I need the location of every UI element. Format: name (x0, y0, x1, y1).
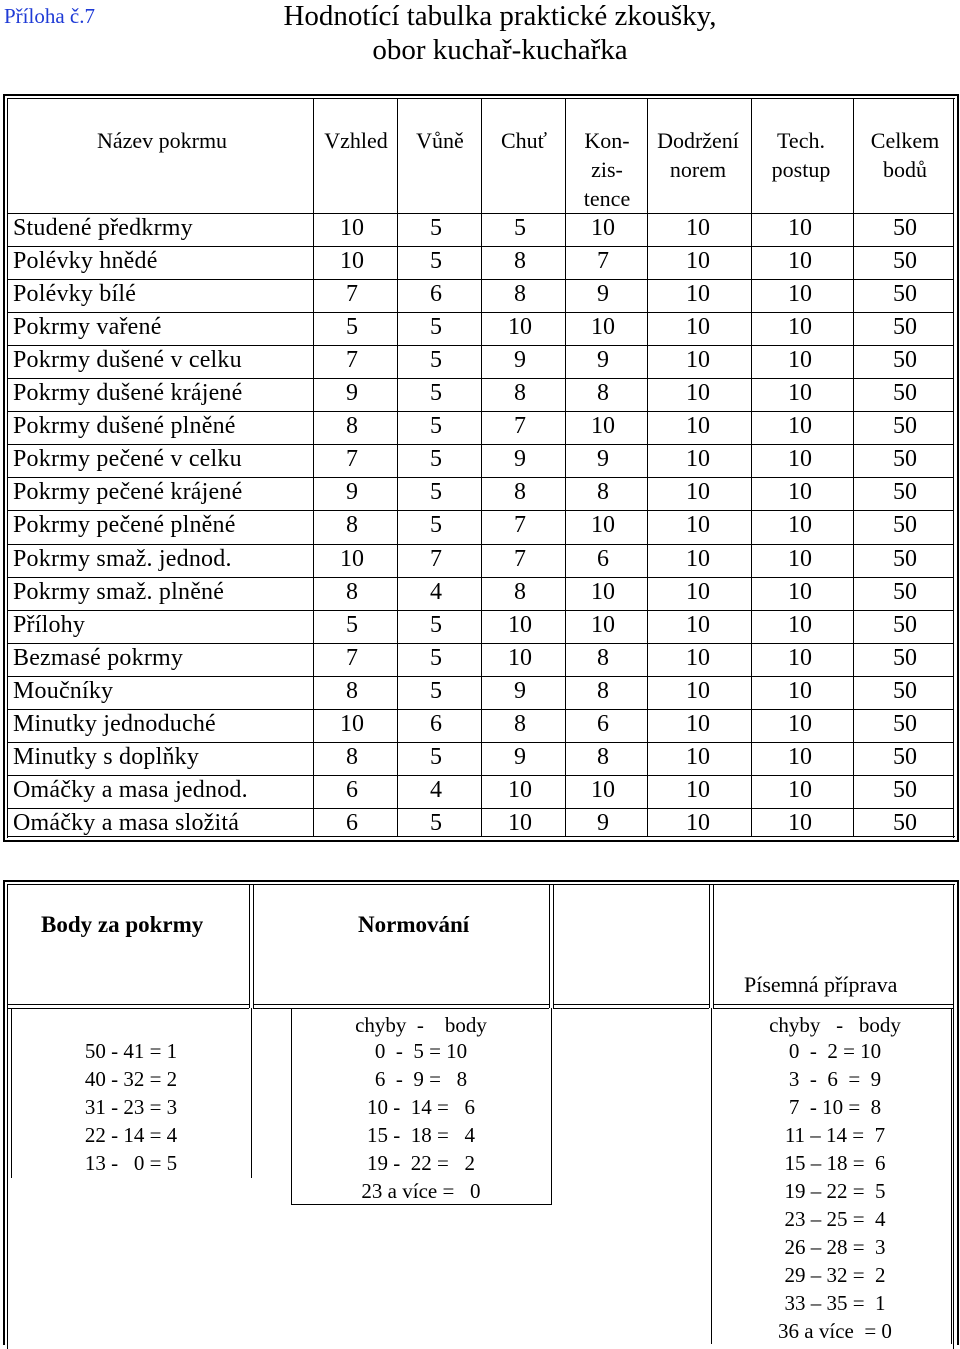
row-value: 10 (686, 545, 710, 572)
row-value: 10 (686, 281, 710, 308)
row-value: 10 (788, 809, 812, 836)
row-value: 10 (591, 512, 615, 539)
row-value: 5 (346, 314, 358, 341)
pisemna-score-line: 15 – 18 = 6 (784, 1151, 886, 1175)
row-divider (7, 775, 953, 776)
column-divider (853, 98, 854, 836)
row-name: Studené předkrmy (13, 215, 193, 241)
box-bottom (553, 1008, 709, 1009)
row-value: 7 (597, 248, 609, 275)
norm-score-line: 15 - 18 = 4 (366, 1123, 476, 1147)
row-divider (7, 312, 953, 313)
row-name: Minutky jednoduché (13, 710, 216, 737)
norm-header: Normování (358, 912, 470, 937)
row-value: 7 (346, 644, 358, 671)
row-value: 8 (514, 248, 526, 275)
row-value: 50 (893, 512, 917, 539)
row-value: 9 (514, 347, 526, 374)
row-value: 10 (686, 776, 710, 803)
table-border-right-inner (953, 98, 954, 838)
box-bottom (253, 1004, 549, 1005)
row-value: 10 (686, 314, 710, 341)
header-celkem (855, 126, 955, 184)
row-divider (7, 510, 953, 511)
row-value: 50 (893, 710, 917, 737)
row-value: 10 (508, 644, 532, 671)
list-frame (711, 1008, 712, 1344)
row-name: Moučníky (13, 677, 114, 704)
row-value: 10 (686, 710, 710, 737)
row-value: 10 (686, 479, 710, 506)
row-divider (7, 444, 953, 445)
header-name: Název pokrmu (96, 128, 228, 153)
row-value: 8 (514, 380, 526, 407)
row-value: 9 (514, 743, 526, 770)
box-divider (253, 884, 254, 1008)
row-value: 5 (430, 677, 442, 704)
row-value: 5 (430, 215, 442, 241)
row-value: 8 (597, 479, 609, 506)
evaluation-table (3, 94, 959, 842)
norm-subheader: chyby - body (355, 1013, 487, 1037)
row-value: 10 (686, 809, 710, 836)
page-title-line2: obor kuchař-kuchařka (372, 34, 628, 66)
row-value: 10 (788, 281, 812, 308)
row-value: 8 (514, 479, 526, 506)
pisemna-score-line: 23 – 25 = 4 (784, 1207, 886, 1231)
row-value: 9 (597, 347, 609, 374)
row-value: 10 (591, 215, 615, 241)
row-value: 5 (430, 347, 442, 374)
table-border-left (3, 94, 5, 842)
row-value: 9 (346, 380, 358, 407)
pisemna-score-line: 36 a více = 0 (778, 1319, 892, 1343)
scoring-table (3, 880, 959, 1345)
row-value: 8 (514, 710, 526, 737)
body-score-list (11, 1037, 251, 1177)
header-konzistence-2: zis- (591, 157, 623, 182)
frame-right-inner (953, 884, 954, 1349)
box-bottom (553, 1004, 709, 1005)
body-score-line: 31 - 23 = 3 (84, 1095, 178, 1119)
row-value: 10 (686, 413, 710, 440)
row-divider (7, 378, 953, 379)
box-divider (553, 884, 554, 1008)
row-value: 8 (597, 644, 609, 671)
row-value: 50 (893, 677, 917, 704)
frame-top-inner (7, 884, 955, 885)
row-value: 50 (893, 347, 917, 374)
pisemna-score-line: 33 – 35 = 1 (784, 1291, 886, 1315)
table-border-top (3, 94, 959, 96)
box-bottom (713, 1008, 953, 1009)
row-divider (7, 213, 953, 214)
row-value: 50 (893, 248, 917, 275)
row-value: 10 (686, 446, 710, 473)
row-value: 50 (893, 743, 917, 770)
page-title-line1: Hodnotící tabulka praktické zkoušky, (283, 0, 717, 32)
row-value: 7 (430, 545, 442, 572)
row-value: 10 (788, 248, 812, 275)
pisemna-score-line: 3 - 6 = 9 (788, 1067, 882, 1091)
row-value: 6 (430, 281, 442, 308)
row-value: 8 (346, 413, 358, 440)
row-name: Pokrmy pečené krájené (13, 479, 243, 506)
row-value: 9 (597, 281, 609, 308)
row-value: 10 (788, 677, 812, 704)
row-value: 9 (597, 446, 609, 473)
row-value: 9 (346, 479, 358, 506)
row-value: 10 (788, 380, 812, 407)
list-frame (251, 1008, 252, 1178)
row-value: 10 (686, 743, 710, 770)
row-value: 10 (788, 215, 812, 241)
row-name: Přílohy (13, 611, 86, 638)
pisemna-subheader: chyby - body (769, 1013, 901, 1037)
row-value: 8 (514, 578, 526, 605)
row-value: 5 (430, 479, 442, 506)
row-value: 8 (597, 380, 609, 407)
row-value: 5 (430, 248, 442, 275)
row-value: 4 (430, 578, 442, 605)
row-name: Omáčky a masa jednod. (13, 776, 248, 803)
pisemna-header: Písemná příprava (744, 972, 898, 997)
row-value: 50 (893, 776, 917, 803)
row-value: 10 (686, 215, 710, 241)
row-value: 6 (430, 710, 442, 737)
row-value: 10 (788, 446, 812, 473)
row-value: 9 (514, 677, 526, 704)
row-value: 10 (508, 809, 532, 836)
row-value: 7 (514, 413, 526, 440)
row-value: 10 (788, 743, 812, 770)
row-value: 10 (591, 578, 615, 605)
header-tech-1: Tech. (777, 128, 825, 153)
row-value: 5 (430, 743, 442, 770)
row-value: 7 (346, 347, 358, 374)
row-value: 8 (597, 743, 609, 770)
row-value: 10 (591, 314, 615, 341)
annex-label: Příloha č.7 (4, 4, 95, 28)
row-value: 10 (591, 413, 615, 440)
row-name: Pokrmy vařené (13, 314, 162, 341)
row-value: 5 (430, 644, 442, 671)
box-divider (249, 884, 250, 1008)
row-value: 5 (430, 314, 442, 341)
row-value: 50 (893, 611, 917, 638)
row-name: Pokrmy dušené plněné (13, 413, 236, 440)
header-tech-2: postup (771, 157, 831, 182)
header-tech (753, 126, 849, 184)
frame-left (3, 880, 5, 1345)
row-value: 10 (788, 545, 812, 572)
box-bottom (253, 1008, 549, 1009)
list-frame (291, 1008, 292, 1204)
row-value: 10 (788, 611, 812, 638)
header-celkem-2: bodů (883, 157, 927, 182)
pisemna-score-line: 7 - 10 = 8 (788, 1095, 882, 1119)
row-value: 8 (346, 512, 358, 539)
row-value: 8 (514, 281, 526, 308)
row-value: 4 (430, 776, 442, 803)
row-value: 50 (893, 545, 917, 572)
column-divider (647, 98, 648, 836)
row-value: 8 (346, 743, 358, 770)
list-frame (11, 1008, 12, 1178)
header-celkem-1: Celkem (870, 128, 940, 153)
row-value: 10 (686, 347, 710, 374)
row-value: 5 (430, 611, 442, 638)
pisemna-score-line: 0 - 2 = 10 (788, 1039, 882, 1063)
row-value: 8 (346, 578, 358, 605)
row-value: 5 (346, 611, 358, 638)
row-value: 10 (686, 248, 710, 275)
row-value: 10 (508, 314, 532, 341)
list-frame (291, 1204, 552, 1205)
row-divider (7, 345, 953, 346)
row-value: 50 (893, 314, 917, 341)
row-name: Pokrmy pečené v celku (13, 446, 242, 473)
row-value: 50 (893, 380, 917, 407)
list-frame (951, 1008, 952, 1344)
row-value: 10 (788, 644, 812, 671)
row-divider (7, 477, 953, 478)
row-value: 10 (686, 611, 710, 638)
row-divider (7, 246, 953, 247)
row-name: Bezmasé pokrmy (13, 644, 184, 671)
row-value: 10 (686, 512, 710, 539)
row-value: 10 (788, 578, 812, 605)
row-value: 5 (430, 512, 442, 539)
row-value: 50 (893, 413, 917, 440)
row-value: 9 (514, 446, 526, 473)
row-value: 6 (346, 776, 358, 803)
row-value: 8 (346, 677, 358, 704)
row-value: 7 (514, 545, 526, 572)
pisemna-score-line: 29 – 32 = 2 (784, 1263, 886, 1287)
row-value: 10 (788, 479, 812, 506)
row-value: 10 (686, 677, 710, 704)
header-konzistence-1: Kon- (584, 128, 630, 153)
pisemna-score-line: 11 – 14 = 7 (784, 1123, 886, 1147)
row-divider (7, 808, 953, 809)
row-value: 5 (430, 809, 442, 836)
row-name: Omáčky a masa složitá (13, 809, 240, 836)
body-score-line: 13 - 0 = 5 (84, 1151, 178, 1175)
row-value: 10 (340, 248, 364, 275)
row-name: Pokrmy dušené v celku (13, 347, 242, 374)
row-value: 50 (893, 446, 917, 473)
row-value: 10 (686, 578, 710, 605)
header-vune: Vůně (416, 128, 464, 153)
header-konzistence-3: tence (583, 186, 631, 211)
row-value: 5 (430, 380, 442, 407)
header-dodrzeni-2: norem (669, 157, 727, 182)
row-value: 6 (597, 710, 609, 737)
row-value: 10 (508, 776, 532, 803)
box-divider (713, 884, 714, 1008)
row-value: 10 (788, 710, 812, 737)
row-value: 10 (788, 413, 812, 440)
box-bottom (713, 1004, 953, 1005)
row-name: Pokrmy dušené krájené (13, 380, 243, 407)
body-header: Body za pokrmy (41, 912, 204, 937)
table-border-left-inner (7, 98, 8, 838)
row-value: 9 (597, 809, 609, 836)
row-value: 10 (591, 611, 615, 638)
row-value: 10 (686, 380, 710, 407)
row-value: 7 (346, 281, 358, 308)
frame-top (3, 880, 959, 882)
header-dodrzeni (643, 126, 753, 184)
row-name: Pokrmy smaž. jednod. (13, 545, 232, 572)
row-divider (7, 411, 953, 412)
row-value: 10 (686, 644, 710, 671)
row-value: 50 (893, 809, 917, 836)
row-value: 10 (591, 776, 615, 803)
row-value: 10 (788, 347, 812, 374)
box-divider (549, 884, 550, 1008)
body-score-line: 22 - 14 = 4 (84, 1123, 178, 1147)
row-value: 50 (893, 644, 917, 671)
row-value: 10 (788, 776, 812, 803)
header-chut: Chuť (500, 128, 548, 153)
frame-left-inner (7, 884, 8, 1349)
row-name: Polévky bílé (13, 281, 137, 308)
row-value: 10 (788, 512, 812, 539)
row-value: 50 (893, 578, 917, 605)
row-value: 5 (514, 215, 526, 241)
box-bottom (7, 1008, 249, 1009)
box-divider (709, 884, 710, 1008)
norm-score-line: 23 a více = 0 (361, 1179, 481, 1203)
pisemna-score-list (711, 1037, 959, 1345)
row-value: 6 (597, 545, 609, 572)
pisemna-score-line: 19 – 22 = 5 (784, 1179, 886, 1203)
row-name: Pokrmy pečené plněné (13, 512, 236, 539)
body-score-line: 40 - 32 = 2 (84, 1067, 178, 1091)
row-value: 5 (430, 446, 442, 473)
norm-score-line: 0 - 5 = 10 (374, 1039, 468, 1063)
norm-score-list (293, 1037, 549, 1205)
row-value: 10 (340, 545, 364, 572)
row-value: 8 (597, 677, 609, 704)
row-name: Minutky s doplňky (13, 743, 200, 770)
row-name: Pokrmy smaž. plněné (13, 578, 225, 605)
row-divider (7, 279, 953, 280)
row-value: 50 (893, 215, 917, 241)
box-bottom (7, 1004, 249, 1005)
row-value: 50 (893, 281, 917, 308)
norm-score-line: 6 - 9 = 8 (374, 1067, 468, 1091)
row-name: Polévky hnědé (13, 248, 158, 275)
body-score-line: 50 - 41 = 1 (84, 1039, 178, 1063)
header-vzhled: Vzhled (324, 128, 388, 153)
row-value: 10 (340, 710, 364, 737)
row-value: 50 (893, 479, 917, 506)
row-value: 7 (346, 446, 358, 473)
header-dodrzeni-1: Dodržení (657, 128, 739, 153)
header-konzistence (567, 126, 647, 213)
row-value: 5 (430, 413, 442, 440)
norm-score-line: 19 - 22 = 2 (366, 1151, 476, 1175)
row-value: 10 (340, 215, 364, 241)
list-frame (551, 1008, 552, 1204)
table-border-bottom (3, 840, 959, 842)
row-value: 7 (514, 512, 526, 539)
row-value: 10 (508, 611, 532, 638)
column-divider (751, 98, 752, 836)
norm-score-line: 10 - 14 = 6 (366, 1095, 476, 1119)
row-value: 6 (346, 809, 358, 836)
table-border-right (957, 94, 959, 842)
row-value: 10 (788, 314, 812, 341)
pisemna-score-line: 26 – 28 = 3 (784, 1235, 886, 1259)
frame-right (957, 880, 959, 1345)
